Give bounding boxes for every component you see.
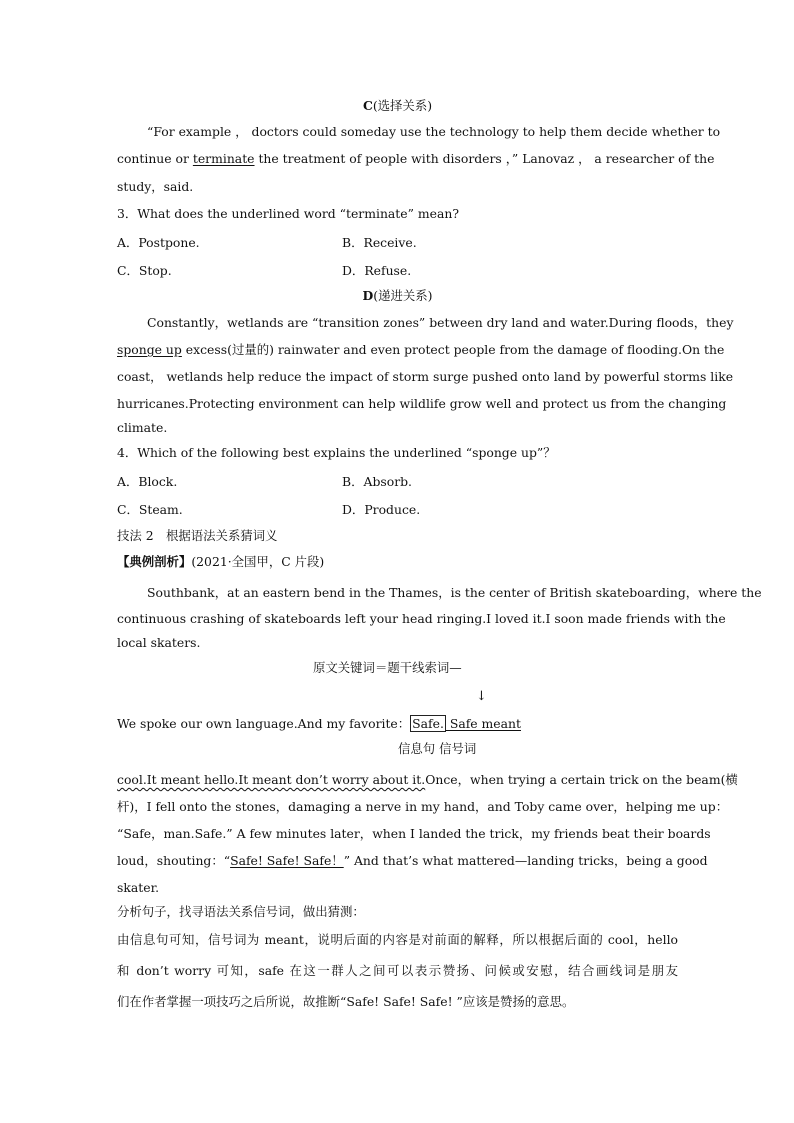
underlined-phrase-sponge-up: sponge up <box>117 342 182 357</box>
underlined-signal-words: Safe meant <box>445 716 521 731</box>
passage-line8: loud，shouting：“Safe! Safe! Safe！” And that’s what mattered—landing tricks，being a good <box>117 853 708 868</box>
analysis-line2: 由信息句可知，信号词为 meant，说明后面的内容是对前面的解释，所以根据后面的 cool，hello <box>117 932 678 947</box>
section-d-para-line1: Constantly，wetlands are “transition zones” between dry land and water.During floods，they <box>147 315 734 330</box>
question-4-option-c: C．Steam. <box>117 502 183 517</box>
section-d-para-line4: hurricanes.Protecting environment can help wildlife grow well and protect us from the changing <box>117 396 727 411</box>
section-d-title: D(递进关系) <box>362 288 433 303</box>
passage-line5: cool.It meant hello.It meant don’t worry about it.Once，when trying a certain trick on the beam(横 <box>117 772 738 787</box>
question-3-option-b: B．Receive. <box>342 235 417 250</box>
question-4-option-a: A．Block. <box>117 474 178 489</box>
technique-heading: 技法 2 根据语法关系猜词义 <box>117 528 278 543</box>
question-3-option-a: A．Postpone. <box>117 235 200 250</box>
annotation-keyword-note: 原文关键词＝题干线索词— <box>313 660 462 675</box>
passage-line2: continuous crashing of skateboards left your head ringing.I loved it.I soon made friends with the <box>117 611 726 626</box>
section-c-para-line3: study，said. <box>117 179 194 194</box>
annotation-arrow: ↓ <box>476 689 487 704</box>
example-source: (2021·全国甲，C 片段) <box>191 554 325 569</box>
section-c-title: C(选择关系) <box>362 98 433 113</box>
example-label-line <box>117 554 324 570</box>
passage-line6: 杆)，I fell onto the stones，damaging a nerve in my hand，and Toby came over，helping me up： <box>117 799 729 814</box>
question-4-option-b: B．Absorb. <box>342 474 412 489</box>
question-3-option-d: D．Refuse. <box>342 263 412 278</box>
question-3: 3．What does the underlined word “terminate” mean? <box>117 206 459 221</box>
annotation-info-signal: 信息句 信号词 <box>398 741 477 756</box>
section-d-para-line2: sponge up excess(过量的) rainwater and even protect people from the damage of flooding.On the <box>117 342 725 357</box>
section-c-para-line2: continue or terminate the treatment of people with disorders ，” Lanovaz ， a researcher of the <box>117 151 715 166</box>
analysis-line1: 分析句子，找寻语法关系信号词，做出猜测： <box>117 904 365 919</box>
section-c-para-line1: “For example ， doctors could someday use the technology to help them decide whether to <box>147 124 721 139</box>
wavy-underlined-explanation: cool.It meant hello.It meant don’t worry about it. <box>117 772 426 787</box>
question-4: 4．Which of the following best explains the underlined “sponge up”？ <box>117 445 556 460</box>
section-d-para-line5: climate. <box>117 420 168 435</box>
passage-line9: skater. <box>117 880 160 895</box>
passage-line4: We spoke our own language.And my favorite： Safe. Safe meant <box>117 716 521 731</box>
boxed-word-safe: Safe. <box>412 716 444 731</box>
passage-line3: local skaters. <box>117 635 201 650</box>
question-4-option-d: D．Produce. <box>342 502 421 517</box>
section-d-para-line3: coast， wetlands help reduce the impact of storm surge pushed onto land by powerful storms like <box>117 369 734 384</box>
analysis-line4: 们在作者掌握一项技巧之后所说，故推断“Safe! Safe! Safe! ”应该是赞扬的意思。 <box>117 994 575 1009</box>
passage-line1: Southbank，at an eastern bend in the Thames，is the center of British skateboarding，where the <box>147 585 762 600</box>
question-3-option-c: C．Stop. <box>117 263 172 278</box>
underlined-word-terminate: terminate <box>192 151 255 166</box>
example-label: 【典例剖析】 <box>117 554 192 569</box>
analysis-line3: 和 don’t worry 可知，safe 在这一群人之间可以表示赞扬、问候或安慰，结合画线词是朋友 <box>117 963 678 978</box>
underlined-safe-shout: Safe! Safe! Safe！ <box>230 853 344 868</box>
passage-line7: “Safe，man.Safe.” A few minutes later，when I landed the trick，my friends beat their boards <box>117 826 711 841</box>
